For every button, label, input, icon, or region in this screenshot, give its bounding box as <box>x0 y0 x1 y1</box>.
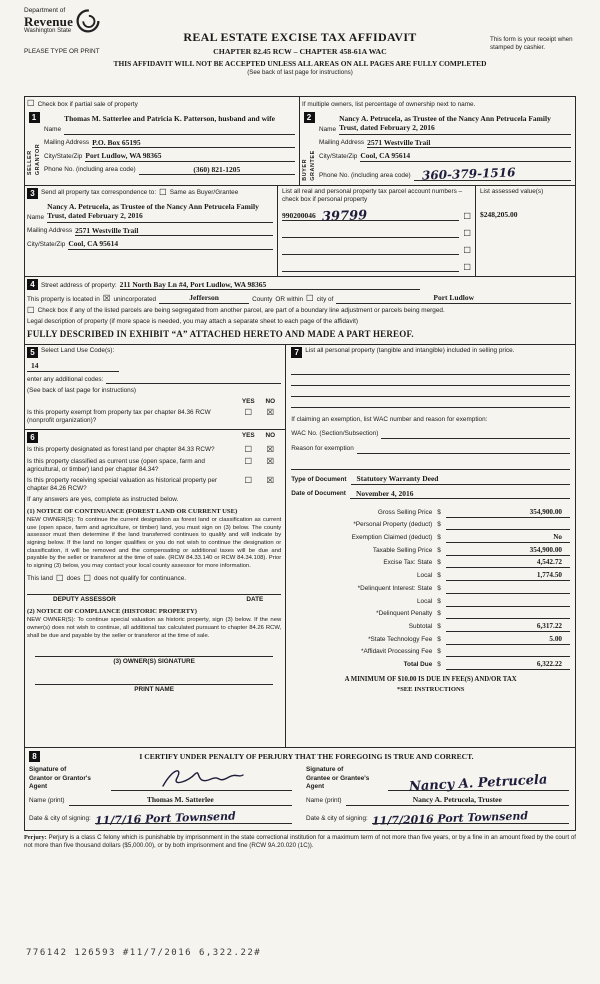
multiple-owners-note: If multiple owners, list percentage of ownership next to name. <box>302 100 476 108</box>
grantee-signature-of-label: Signature of <box>306 766 344 774</box>
logo-state-line: Washington State <box>24 28 72 35</box>
grantor-date-city-value: 11/7/16 Port Townsend <box>95 810 292 825</box>
document-date-value: November 4, 2016 <box>350 489 570 499</box>
city-checkbox: ☐ <box>306 294 314 305</box>
money-row-excise-state <box>291 556 570 569</box>
exempt-yes-checkbox: ☐ <box>244 407 253 418</box>
see-instructions-note: *SEE INSTRUCTIONS <box>396 686 465 694</box>
section-7-badge: 7 <box>291 347 302 358</box>
forest-yes-checkbox: ☐ <box>244 444 253 455</box>
parcel-number-handwritten: 39799 <box>321 207 368 225</box>
money-row-taxable <box>291 543 570 556</box>
city-value: Port Ludlow <box>336 293 571 303</box>
current-use-question: Is this property classified as current use (open space, farm and agricultural, or timber) land per chapter 84.34? <box>27 457 205 473</box>
money-label: *Delinquent Penalty <box>376 610 433 618</box>
perjury-text: Perjury is a class C felony which is punishable by imprisonment in the state correctional institution for a maximum term of not more than five years, or by a fine in an amount fixed by the court of not more than five thousand dollars ($5,000.00), or by both imprisonment and fine (RCW 9A.20.020 (1C)). <box>24 834 576 850</box>
money-label: Total Due <box>403 660 433 668</box>
money-row-gross <box>291 505 570 518</box>
correspondence-column <box>25 186 278 276</box>
does-label: does <box>66 574 81 582</box>
money-value: 1,774.50 <box>536 571 562 580</box>
same-as-buyer-label: Same as Buyer/Grantee <box>169 189 239 197</box>
parcel-personal-checkbox: ☐ <box>463 228 471 239</box>
exempt-question: Is this property exempt from property tax per chapter 84.36 RCW (nonprofit organization)? <box>27 408 211 424</box>
warning-line: THIS AFFIDAVIT WILL NOT BE ACCEPTED UNLESS ALL AREAS ON ALL PAGES ARE FULLY COMPLETED <box>113 58 487 68</box>
designation-section <box>25 430 285 748</box>
dollar-sign: $ <box>437 622 441 630</box>
assessed-values-column <box>476 186 575 276</box>
excise-tax-table <box>291 505 570 670</box>
seller-grantor-section <box>25 97 300 185</box>
money-value: 5.00 <box>549 634 562 643</box>
segregated-label: Check box if any of the listed parcels are being segregated from another parcel, are part of a boundary line adjustment or parcels being merged. <box>37 307 445 315</box>
money-row-excise-local <box>291 568 570 581</box>
money-label: Local <box>416 597 433 605</box>
money-value: No <box>553 533 562 542</box>
grantee-date-city-label: Date & city of signing: <box>306 815 368 823</box>
grantor-signature-squiggle <box>159 766 245 790</box>
money-value <box>562 609 570 617</box>
money-value: 6,322.22 <box>536 659 562 668</box>
chapter-line: CHAPTER 82.45 RCW – CHAPTER 458-61A WAC <box>213 47 387 56</box>
unincorporated-label: unincorporated <box>113 295 157 303</box>
segregated-checkbox: ☐ <box>27 305 35 316</box>
dollar-sign: $ <box>437 648 441 656</box>
does-not-label: does not qualify for continuance. <box>94 574 187 582</box>
corr-csz-label: City/State/Zip <box>27 240 66 248</box>
buyer-grantee-section <box>300 97 575 185</box>
parcel-row <box>282 244 471 255</box>
exemption-claim-label: If claiming an exemption, list WAC number and reason for exemption: <box>291 416 488 424</box>
dollar-sign: $ <box>437 660 441 668</box>
blank-line <box>291 397 570 408</box>
city-of-label: city of <box>316 295 334 303</box>
blank-line <box>291 386 570 397</box>
assessor-date-label: DATE <box>246 596 264 604</box>
money-row-processing-fee <box>291 645 570 658</box>
yes-header: YES <box>241 431 255 439</box>
money-value: 4,542.72 <box>536 558 562 567</box>
dollar-sign: $ <box>437 508 441 516</box>
yes-header: YES <box>241 397 255 405</box>
unincorporated-checkbox: ☒ <box>102 294 111 305</box>
blank-line <box>291 375 570 386</box>
parcel-row <box>282 227 471 238</box>
money-label: *Delinquent Interest: State <box>357 584 433 592</box>
corr-mailing-label: Mailing Address <box>27 227 73 235</box>
dor-logo <box>24 8 101 37</box>
grantor-name-print-value: Thomas M. Satterlee <box>69 795 292 805</box>
parcel-numbers-column <box>278 186 476 276</box>
grantee-agent-label: Grantee or Grantee's Agent <box>306 774 370 790</box>
grantee-vertical-label: GRANTEE <box>309 150 316 181</box>
dollar-sign: $ <box>437 610 441 618</box>
current-use-yes-checkbox: ☐ <box>244 456 253 467</box>
seller-side-strip <box>27 111 41 175</box>
grantor-signature-of-label: Signature of <box>29 766 67 774</box>
money-value: 354,900.00 <box>529 507 562 516</box>
money-label: *Affidavit Processing Fee <box>360 648 433 656</box>
document-date-label: Date of Document <box>291 490 346 498</box>
owners-signature-line: (3) OWNER(S) SIGNATURE <box>35 656 273 666</box>
section-2-badge: 2 <box>304 112 315 123</box>
land-use-code-value: 14 <box>27 361 119 371</box>
money-row-tech-fee <box>291 632 570 645</box>
money-label: *State Technology Fee <box>368 635 433 643</box>
seller-name-label: Name <box>44 126 62 133</box>
money-value <box>562 647 570 655</box>
dollar-sign: $ <box>437 635 441 643</box>
seller-csz-value: Port Ludlow, WA 98365 <box>85 151 295 161</box>
section-8-badge: 8 <box>29 751 40 762</box>
parcel-row <box>282 207 471 225</box>
parcel-header: List all real and personal property tax parcel account numbers – check box if personal property <box>282 187 463 203</box>
dor-swirl-icon <box>75 8 101 37</box>
money-value <box>562 597 570 605</box>
grantor-vertical-label: GRANTOR <box>34 143 41 176</box>
logo-dept-line: Department of <box>24 7 66 14</box>
grantor-date-city-label: Date & city of signing: <box>29 815 91 823</box>
money-value: 354,900.00 <box>529 545 562 554</box>
corr-name-label: Name <box>27 213 45 221</box>
deputy-assessor-label: DEPUTY ASSESSOR <box>53 596 116 604</box>
buyer-side-strip <box>302 111 316 181</box>
notice-compliance-body: NEW OWNER(S): To continue special valuation as historic property, sign (3) below. If the new owner(s) does not wish to continue, all additional tax calculated pursuant to chapter 84.26 RCW, shall be due and payable by the seller or transferor at the time of sale. <box>27 617 282 639</box>
buyer-mailing-label: Mailing Address <box>319 139 365 147</box>
current-use-no-checkbox: ☒ <box>266 456 275 467</box>
dollar-sign: $ <box>437 534 441 542</box>
forest-no-checkbox: ☒ <box>266 444 275 455</box>
buyer-phone-value-handwritten: 360-379-1516 <box>414 165 571 181</box>
wac-number-label: WAC No. (Section/Subsection) <box>291 430 379 438</box>
print-name-line: PRINT NAME <box>35 684 273 694</box>
money-label: Excise Tax: State <box>383 559 433 567</box>
money-value <box>562 520 570 528</box>
no-header: NO <box>265 431 276 439</box>
money-label: Local <box>416 572 433 580</box>
grantee-date-city-value: 11/7/2016 Port Townsend <box>372 810 569 825</box>
corr-csz-value: Cool, CA 95614 <box>68 239 273 249</box>
notice-continuance-body: NEW OWNER(S): To continue the current designation as forest land or classification as current use (open space, farm and agriculture, or timber) land, you must sign on (3) below. The county assessor must then determine if the land transferred continues to qualify and will indicate by signing below. If the land no longer qualifies or you do not wish to continue the designation or classification, it will be removed and the compensating or additional taxes will be due and payable by the seller or transferor at the time of sale. (RCW 84.33.140 or RCW 84.34.108). Prior to signing (3) below, you may contact your local county assessor for more information. <box>27 516 282 569</box>
money-row-total-due <box>291 657 570 670</box>
additional-codes-label: enter any additional codes: <box>27 375 104 383</box>
partial-sale-label: Check box if partial sale of property <box>37 100 138 108</box>
money-value <box>562 584 570 592</box>
section-4-badge: 4 <box>27 279 38 290</box>
seller-csz-label: City/State/Zip <box>44 152 83 160</box>
send-correspondence-label: Send all property tax correspondence to: <box>41 189 157 197</box>
form-title: REAL ESTATE EXCISE TAX AFFIDAVIT <box>183 30 417 44</box>
partial-sale-checkbox: ☐ <box>27 99 35 110</box>
parcel-personal-checkbox: ☐ <box>463 245 471 256</box>
deputy-assessor-row <box>27 594 281 604</box>
section-1-badge: 1 <box>29 112 40 123</box>
street-address-label: Street address of property: <box>41 282 117 290</box>
or-within-label: OR within <box>275 295 304 303</box>
certify-statement: I CERTIFY UNDER PENALTY OF PERJURY THAT THE FOREGOING IS TRUE AND CORRECT. <box>139 752 474 762</box>
does-not-checkbox: ☐ <box>83 573 92 584</box>
land-use-section <box>25 345 285 429</box>
money-label: Taxable Selling Price <box>372 546 433 554</box>
parcel-row <box>282 261 471 272</box>
no-header: NO <box>265 397 276 405</box>
buyer-name-value: Nancy A. Petrucela, as Trustee of the Nancy Ann Petrucela Family Trust, dated February 2, 2016 <box>339 114 571 135</box>
grantor-name-print-label: Name (print) <box>29 796 65 804</box>
buyer-vertical-label: BUYER <box>301 158 308 181</box>
does-checkbox: ☐ <box>55 573 64 584</box>
assessed-value: $248,205.00 <box>480 209 518 219</box>
parcel-number-typed: 990200046 <box>282 210 316 220</box>
blank-line <box>291 364 570 375</box>
exemption-reason-blank <box>357 444 570 454</box>
assessed-header: List assessed value(s) <box>480 187 544 195</box>
forest-land-question: Is this property designated as forest land per chapter 84.33 RCW? <box>27 445 215 453</box>
notice-compliance-title: (2) NOTICE OF COMPLIANCE (HISTORIC PROPERTY) <box>27 608 197 616</box>
money-row-personal-property <box>291 518 570 531</box>
parties-band <box>24 96 576 186</box>
grantee-signature-handwritten: Nancy A. Petrucela <box>408 772 548 795</box>
see-back-note: (See back of last page for instructions) <box>247 68 353 76</box>
land-use-see-back: (See back of last page for instructions) <box>27 386 137 394</box>
buyer-mailing-value: 2571 Westville Trail <box>367 138 571 148</box>
logo-revenue-line: Revenue <box>24 13 74 29</box>
corr-name-value: Nancy A. Petrucela, as Trustee of the Nancy Ann Petrucela Family Trust, dated February 2, 2016 <box>47 202 273 223</box>
perjury-bold-label: Perjury: <box>24 834 47 842</box>
money-label: Exemption Claimed (deduct) <box>351 534 433 542</box>
dollar-sign: $ <box>437 546 441 554</box>
grantor-agent-label: Grantor or Grantor's Agent <box>29 774 91 790</box>
historic-yes-checkbox: ☐ <box>244 475 253 486</box>
legal-description-value: FULLY DESCRIBED IN EXHIBIT “A” ATTACHED HERETO AND MADE A PART HEREOF. <box>27 329 414 340</box>
seller-phone-label: Phone No. (including area code) <box>44 166 136 174</box>
document-type-label: Type of Document <box>291 475 347 483</box>
buyer-name-label: Name <box>319 126 337 133</box>
money-row-delinquent-interest-state <box>291 581 570 594</box>
historic-no-checkbox: ☒ <box>266 475 275 486</box>
cashier-stamp: 776142 126593 #11/7/2016 6,322.22# <box>26 948 262 958</box>
property-location-band <box>24 276 576 345</box>
grantee-name-print-value: Nancy A. Petrucela, Trustee <box>346 795 569 805</box>
grantee-name-print-label: Name (print) <box>306 796 342 804</box>
dollar-sign: $ <box>437 521 441 529</box>
this-land-label: This land <box>27 574 53 582</box>
notice-continuance-title: (1) NOTICE OF CONTINUANCE (FOREST LAND OR CURRENT USE) <box>27 507 238 515</box>
seller-vertical-label: SELLER <box>26 150 33 176</box>
dor-logo-text <box>24 8 73 35</box>
exempt-no-checkbox: ☒ <box>266 407 275 418</box>
please-type-note: PLEASE TYPE OR PRINT <box>24 48 100 55</box>
street-address-value: 211 North Bay Ln #4, Port Ludlow, WA 98365 <box>120 280 420 290</box>
grantee-signature-block <box>306 766 569 828</box>
seller-mailing-value: P.O. Box 65195 <box>92 138 295 148</box>
county-value: Jefferson <box>159 293 249 303</box>
seller-name-value: Thomas M. Satterlee and Patricia K. Patterson, husband and wife <box>64 114 295 135</box>
header <box>24 6 576 92</box>
land-use-select-label: Select Land Use Code(s): <box>41 347 115 355</box>
money-row-subtotal <box>291 619 570 632</box>
additional-codes-blank <box>106 375 281 384</box>
blank-line <box>291 459 570 470</box>
dollar-sign: $ <box>437 559 441 567</box>
money-row-exemption-claimed <box>291 530 570 543</box>
parcel-personal-checkbox: ☐ <box>463 211 471 222</box>
county-label: County <box>252 295 273 303</box>
corr-mailing-value: 2571 Westville Trail <box>75 226 273 236</box>
same-as-buyer-checkbox: ☐ <box>159 188 167 198</box>
sale-section <box>286 345 575 747</box>
located-label: This property is located in <box>27 295 100 303</box>
money-row-delinquent-penalty <box>291 607 570 620</box>
buyer-csz-label: City/State/Zip <box>319 152 358 160</box>
minimum-due-note: A MINIMUM OF $10.00 IS DUE IN FEE(S) AND/OR TAX <box>344 675 517 683</box>
legal-description-label: Legal description of property (if more space is needed, you may attach a separate sheet to each page of the affidavit) <box>27 318 358 326</box>
receipt-note: This form is your receipt when stamped by cashier. <box>490 36 573 51</box>
dollar-sign: $ <box>437 584 441 592</box>
seller-phone-value: (360) 821-1205 <box>139 165 295 175</box>
exemption-reason-label: Reason for exemption <box>291 445 354 453</box>
dollar-sign: $ <box>437 572 441 580</box>
document-type-value: Statutory Warranty Deed <box>351 474 570 484</box>
money-label: Gross Selling Price <box>377 508 433 516</box>
wac-number-blank <box>381 429 570 439</box>
if-yes-note: If any answers are yes, complete as instructed below. <box>27 495 179 503</box>
section-6-badge: 6 <box>27 432 38 443</box>
grantor-signature <box>111 766 292 791</box>
personal-property-label: List all personal property (tangible and intangible) included in selling price. <box>305 347 515 355</box>
money-row-delinquent-interest-local <box>291 594 570 607</box>
section-3-badge: 3 <box>27 188 38 199</box>
grantor-signature-block <box>29 766 292 828</box>
certification-band <box>24 747 576 831</box>
parcel-personal-checkbox: ☐ <box>463 262 471 273</box>
seller-mailing-label: Mailing Address <box>44 139 90 147</box>
buyer-csz-value: Cool, CA 95614 <box>360 151 571 161</box>
affidavit-page <box>24 0 576 978</box>
tax-correspondence-band <box>24 185 576 277</box>
money-label: *Personal Property (deduct) <box>353 521 433 529</box>
money-label: Subtotal <box>408 622 433 630</box>
perjury-clause <box>24 834 576 850</box>
dollar-sign: $ <box>437 597 441 605</box>
buyer-phone-label: Phone No. (including area code) <box>319 171 411 179</box>
section-5-badge: 5 <box>27 347 38 358</box>
main-band <box>24 344 576 748</box>
money-value: 6,317.22 <box>536 621 562 630</box>
historic-question: Is this property receiving special valuation as historical property per chapter 84.26 RCW? <box>27 476 218 492</box>
grantee-signature <box>388 767 569 795</box>
